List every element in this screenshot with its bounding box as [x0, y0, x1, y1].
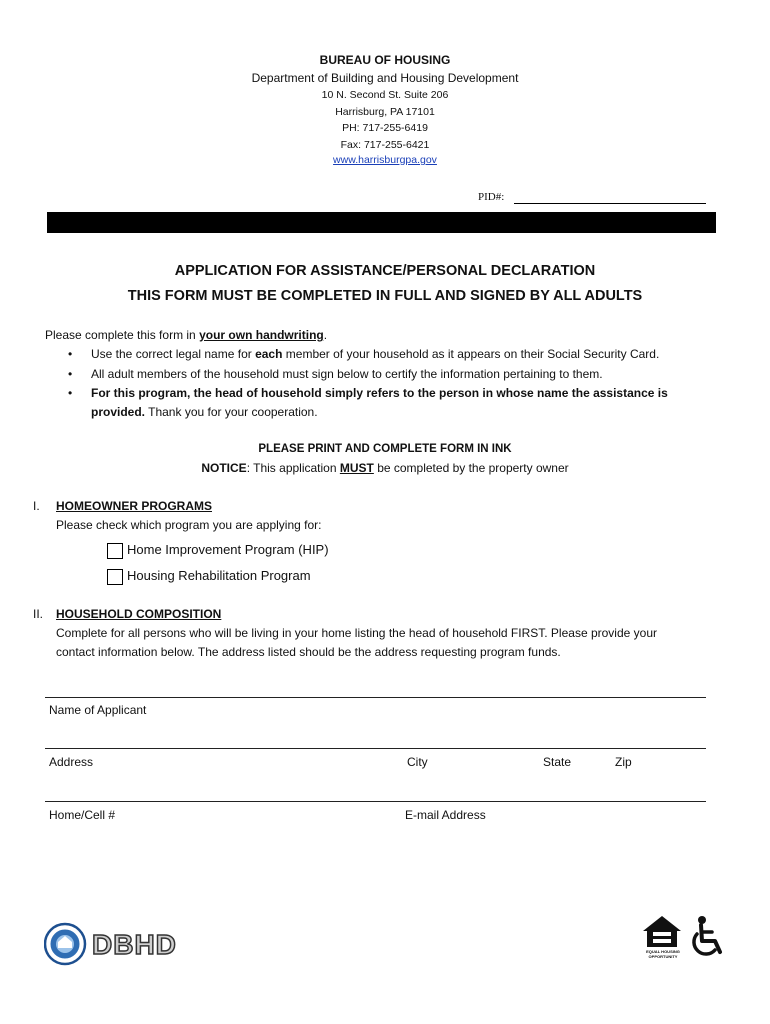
form-title: APPLICATION FOR ASSISTANCE/PERSONAL DECLARATION — [174, 263, 596, 279]
fax-number: Fax: 717-255-6421 — [340, 139, 430, 151]
name-label: Name of Applicant — [49, 703, 147, 717]
header-divider-bar — [47, 212, 716, 233]
bullet1-post: member of your household as it appears on their Social Security Card. — [282, 347, 660, 361]
bureau-title: BUREAU OF HOUSING — [319, 53, 451, 67]
section-1-number: I. — [33, 499, 40, 513]
name-field-line[interactable] — [45, 697, 706, 698]
notice-must: MUST — [339, 461, 374, 475]
address-line-1: 10 N. Second St. Suite 206 — [321, 89, 449, 101]
phone-label: Home/Cell # — [49, 808, 116, 822]
bullet-dot-icon: • — [68, 347, 73, 361]
hip-checkbox[interactable] — [107, 543, 123, 559]
dbhd-logo-text: DBHD — [92, 929, 177, 960]
intro-text — [45, 328, 327, 342]
city-seal-dbhd-logo — [44, 921, 176, 967]
website-link[interactable]: www.harrisburgpa.gov — [333, 154, 437, 166]
bullet3-bold-line2: provided. — [91, 405, 146, 419]
bullet-dot-icon: • — [68, 386, 73, 400]
intro-emphasis: your own handwriting — [199, 328, 324, 342]
footer-right-logos — [640, 912, 730, 962]
phone-field-line[interactable] — [45, 801, 706, 802]
address-label: Address — [49, 755, 94, 769]
intro-prefix: Please complete this form in — [45, 328, 200, 342]
bullet1-bold: each — [255, 347, 283, 361]
email-label: E-mail Address — [405, 808, 486, 822]
pid-input-line[interactable] — [514, 203, 706, 204]
equal-housing-text: EQUAL HOUSING OPPORTUNITY — [646, 949, 680, 959]
notice-label: NOTICE — [201, 461, 247, 475]
rehab-checkbox[interactable] — [107, 569, 123, 585]
wheelchair-accessibility-icon — [688, 914, 728, 962]
intro-suffix: . — [323, 328, 328, 342]
print-notice: PLEASE PRINT AND COMPLETE FORM IN INK — [258, 443, 512, 455]
zip-label: Zip — [615, 755, 632, 769]
bullet-dot-icon: • — [68, 367, 73, 381]
address-field-line[interactable] — [45, 748, 706, 749]
bullet2-text: All adult members of the household must sign below to certify the information pertaining to them. — [91, 367, 603, 381]
hip-option-label: Home Improvement Program (HIP) — [127, 542, 329, 557]
bullet3-bold-line1: For this program, the head of household simply refers to the person in whose name the assistance is — [91, 386, 668, 400]
state-label: State — [543, 755, 572, 769]
bullet-text — [91, 347, 701, 361]
form-subtitle: THIS FORM MUST BE COMPLETED IN FULL AND SIGNED BY ALL ADULTS — [127, 288, 643, 304]
city-label: City — [407, 755, 428, 769]
notice-post: be completed by the property owner — [373, 461, 569, 475]
bullet1-pre: Use the correct legal name for — [91, 347, 256, 361]
section-2-number: II. — [33, 607, 44, 621]
notice-text — [0, 461, 770, 475]
section-2-line-2: contact information below. The address listed should be the address requesting program funds. — [56, 645, 561, 659]
department-name: Department of Building and Housing Development — [251, 71, 519, 85]
section-2-line-1: Complete for all persons who will be living in your home listing the head of household FIRST. Please provide your — [56, 626, 657, 640]
pid-label: PID#: — [478, 191, 505, 203]
section-1-prompt: Please check which program you are applying for: — [56, 518, 322, 532]
bullet3-post: Thank you for your cooperation. — [145, 405, 318, 419]
address-line-2: Harrisburg, PA 17101 — [335, 106, 435, 118]
section-1-title: HOMEOWNER PROGRAMS — [56, 499, 212, 513]
phone-number: PH: 717-255-6419 — [342, 122, 428, 134]
rehab-option-label: Housing Rehabilitation Program — [127, 568, 311, 583]
notice-pre: : This application — [246, 461, 340, 475]
section-2-title: HOUSEHOLD COMPOSITION — [56, 607, 222, 621]
